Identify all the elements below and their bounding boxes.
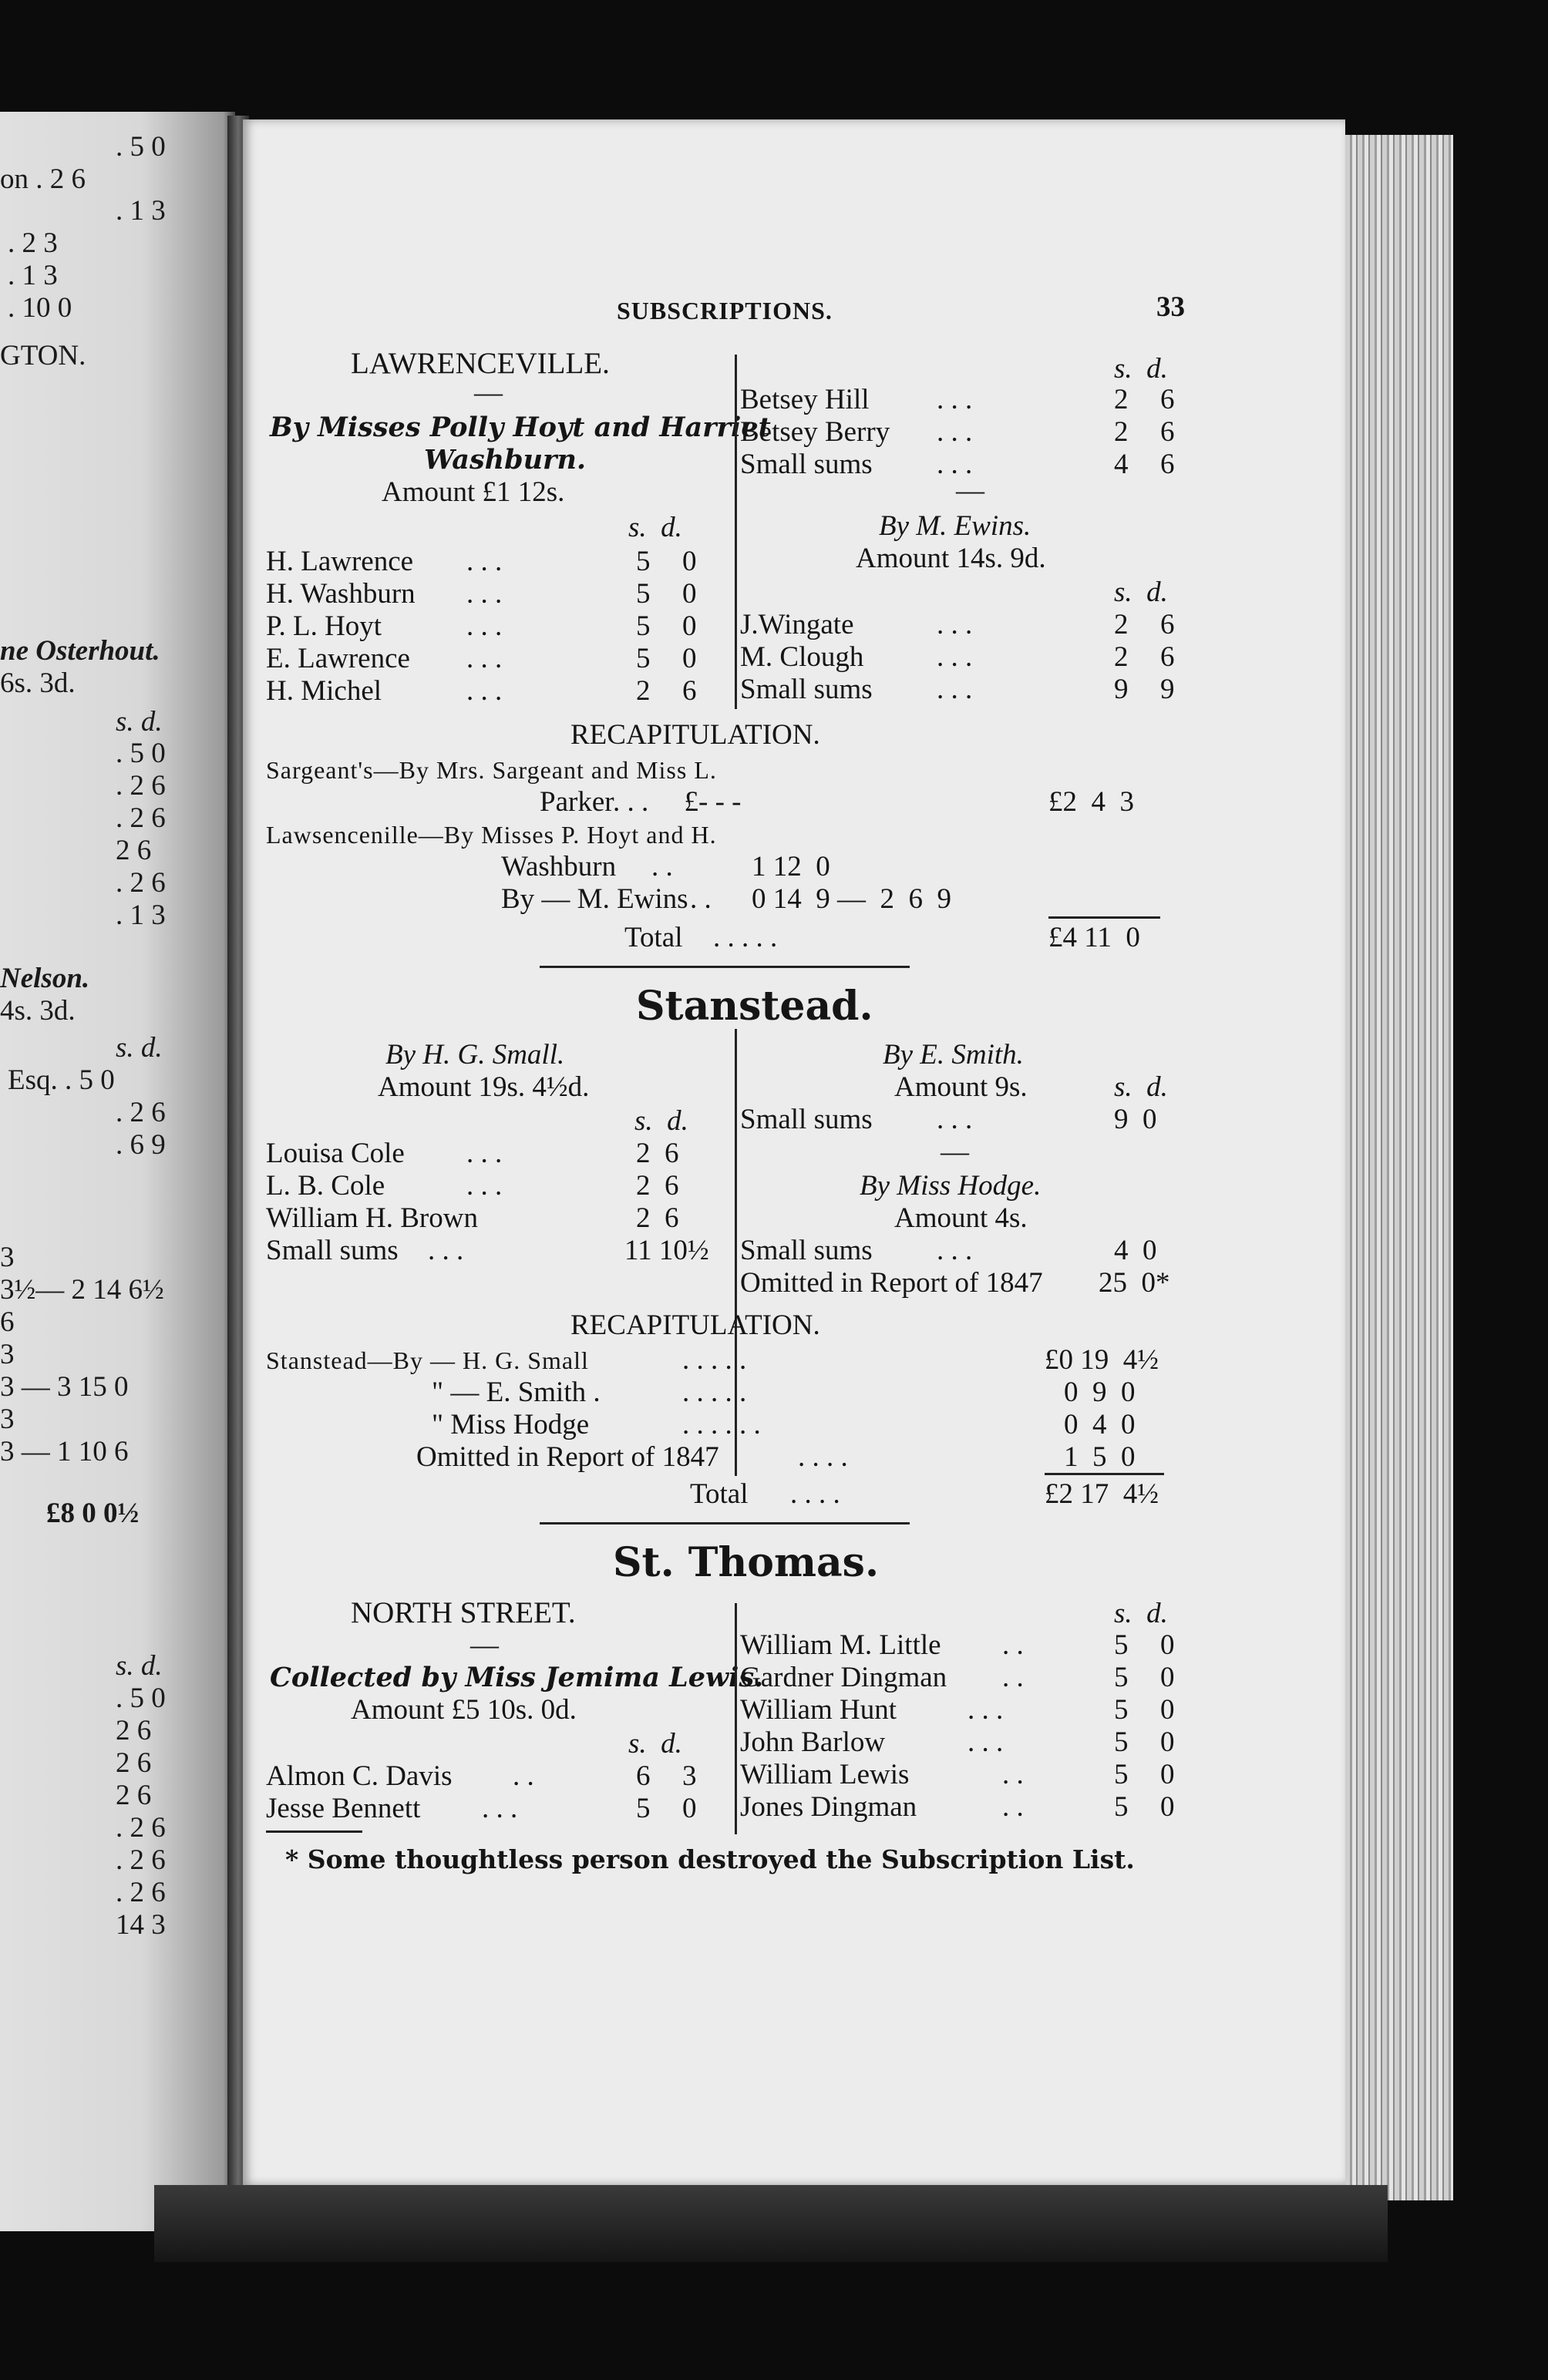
leader-dots: . . . [482, 1793, 518, 1824]
recap-line: Washburn [501, 851, 617, 882]
subscriber-name: Omitted in Report of 1847 [740, 1267, 1043, 1299]
amount-d: 0 [1160, 1694, 1175, 1726]
left-line: 3 [0, 1339, 15, 1370]
amount: 4 0 [1114, 1235, 1157, 1266]
column-divider [735, 355, 737, 709]
leader-dots: . . . . [798, 1441, 848, 1473]
page-edges [1345, 135, 1453, 2200]
collector-line: Collected by Miss Jemima Lewis. [270, 1662, 764, 1693]
amount-s: 5 [636, 643, 651, 674]
leader-dots: . . . [937, 1235, 973, 1266]
left-line: . 5 0 [116, 131, 166, 163]
amount-s: 2 [1114, 609, 1129, 640]
leader-dots: . . . [937, 416, 973, 448]
subscriber-name: J.Wingate [740, 609, 854, 640]
subscriber-name: H. Michel [266, 675, 382, 707]
left-line: 2 6 [116, 1715, 152, 1746]
left-line: . 10 0 [8, 292, 72, 324]
collector-line: By E. Smith. [883, 1039, 1024, 1071]
leader-dots: . . . [937, 674, 973, 705]
amount-s: 2 [1114, 416, 1129, 448]
collector-line: By Miss Hodge. [860, 1170, 1042, 1202]
leader-dots: . . . [937, 609, 973, 640]
leader-dots: . . . [937, 1104, 973, 1135]
leader-dots: . . [651, 851, 673, 882]
left-line: 2 6 [116, 835, 152, 866]
amount-d: 0 [682, 610, 697, 642]
subscriber-name: L. B. Cole [266, 1170, 385, 1202]
left-line: . 2 6 [116, 770, 166, 802]
amount-d: 0 [682, 578, 697, 610]
left-line: . 1 3 [116, 899, 166, 931]
amount: 2 6 [636, 1138, 679, 1169]
leader-dots: . . . [466, 1138, 503, 1169]
recap-title: RECAPITULATION. [570, 1309, 820, 1341]
subscriber-name: William H. Brown [266, 1202, 478, 1234]
leader-dots: . . [1002, 1791, 1024, 1823]
amount-d: 6 [682, 675, 697, 707]
subscriber-name: Small sums [740, 1104, 873, 1135]
subscriber-name: John Barlow [740, 1726, 886, 1758]
amount-line: Amount £5 10s. 0d. [351, 1694, 577, 1726]
left-line: . 2 6 [116, 1844, 166, 1876]
section-title-st-thomas: St. Thomas. [613, 1539, 880, 1586]
section-rule [540, 1522, 910, 1524]
leader-dots: . . . [968, 1694, 1004, 1726]
section-title-stanstead: Stanstead. [636, 983, 873, 1030]
leader-dots: . . . [466, 675, 503, 707]
amount-d: 0 [1160, 1662, 1175, 1693]
column-divider [735, 1603, 737, 1834]
leader-dots: . . . [466, 643, 503, 674]
amount-d: 9 [1160, 674, 1175, 705]
amount-s: 5 [1114, 1629, 1129, 1661]
subtitle-north-street: NORTH STREET. [351, 1596, 576, 1629]
subscriber-name: Betsey Hill [740, 384, 870, 415]
left-line: . 6 9 [116, 1129, 166, 1161]
footnote-rule [266, 1830, 362, 1833]
footnote: * Some thoughtless person destroyed the Subscription List. [285, 1844, 1135, 1874]
leader-dots: . . . [466, 546, 503, 577]
subscriber-name: Jones Dingman [740, 1791, 917, 1823]
amount-d: 6 [1160, 641, 1175, 673]
sum-rule [1045, 1473, 1164, 1475]
left-line: . 2 6 [116, 867, 166, 899]
amount-d: 6 [1160, 609, 1175, 640]
section-rule [540, 966, 910, 968]
column-header-sd: s. d. [1114, 577, 1168, 608]
recap-line: " — E. Smith . [432, 1377, 601, 1408]
leader-dots: . . [513, 1760, 534, 1792]
amount-s: 6 [636, 1760, 651, 1792]
left-line: . 1 3 [8, 260, 58, 291]
sum-rule [1048, 916, 1160, 919]
amount-d: 0 [1160, 1759, 1175, 1790]
left-line: s. d. [116, 1032, 163, 1064]
amount-s: 5 [636, 546, 651, 577]
amount-d: 0 [682, 1793, 697, 1824]
leader-dots: . . . [968, 1726, 1004, 1758]
subscriber-name: Almon C. Davis [266, 1760, 453, 1792]
amount: 2 6 [636, 1202, 679, 1234]
amount-line: Amount 4s. [894, 1202, 1028, 1234]
left-line: on . 2 6 [0, 163, 86, 195]
subscriber-name: Gardner Dingman [740, 1662, 947, 1693]
amount-d: 6 [1160, 384, 1175, 415]
recap-title: RECAPITULATION. [570, 719, 820, 751]
dash: — [474, 377, 503, 408]
left-line: Nelson. [0, 963, 90, 994]
leader-dots: . . [1002, 1629, 1024, 1661]
running-header: SUBSCRIPTIONS. [617, 297, 833, 324]
left-line: 2 6 [116, 1747, 152, 1779]
amount-s: 5 [1114, 1662, 1129, 1693]
amount-s: 5 [1114, 1759, 1129, 1790]
left-page-text [0, 112, 235, 2231]
amount-s: 2 [1114, 641, 1129, 673]
subscriber-name: William Lewis [740, 1759, 910, 1790]
left-line: . 2 6 [116, 1097, 166, 1128]
amount: 25 0* [1099, 1267, 1170, 1299]
left-line: 3 [0, 1403, 15, 1435]
subscriber-name: William M. Little [740, 1629, 941, 1661]
recap-line: Parker [540, 786, 614, 818]
amount-d: 6 [1160, 449, 1175, 480]
left-line: 2 6 [116, 1780, 152, 1811]
leader-dots: . . [690, 883, 712, 915]
subscriber-name: William Hunt [740, 1694, 897, 1726]
recap-amount: 1 5 0 [1064, 1441, 1136, 1473]
collector-line: By H. G. Small. [385, 1039, 565, 1071]
recap-amount: 0 9 0 [1064, 1377, 1136, 1408]
leader-dots: . . . [937, 449, 973, 480]
dash: — [470, 1629, 499, 1661]
leader-dots: . . . . . [713, 922, 778, 953]
leader-dots: . . . . . [682, 1344, 747, 1376]
subscriber-name: H. Lawrence [266, 546, 414, 577]
subscriber-name: H. Washburn [266, 578, 416, 610]
recap-line: Lawsencenille—By Misses P. Hoyt and H. [266, 821, 717, 849]
total-label: Total [690, 1478, 749, 1510]
recap-line: " Miss Hodge [432, 1409, 590, 1440]
subscriber-name: Small sums [266, 1235, 399, 1266]
dash: — [956, 475, 984, 506]
amount-d: 0 [682, 546, 697, 577]
amount-d: 0 [1160, 1629, 1175, 1661]
left-line: . 1 3 [116, 195, 166, 227]
left-line: GTON. [0, 340, 86, 371]
section-title-lawrenceville: LAWRENCEVILLE. [351, 347, 610, 380]
subscriber-name: Small sums [740, 449, 873, 480]
recap-amount: 1 12 0 [752, 851, 830, 882]
right-page [243, 119, 1345, 2185]
leader-dots: . . . [937, 641, 973, 673]
amount-d: 6 [1160, 416, 1175, 448]
left-line: 6 [0, 1306, 15, 1338]
amount-s: 5 [1114, 1726, 1129, 1758]
recap-amount: 0 14 9 — 2 6 9 [752, 883, 951, 915]
leader-dots: . . [1002, 1662, 1024, 1693]
recap-line: Omitted in Report of 1847 [416, 1441, 719, 1473]
amount-s: 5 [636, 610, 651, 642]
left-line: . 5 0 [116, 738, 166, 769]
leader-dots: . . . [428, 1235, 464, 1266]
left-line: 3 [0, 1242, 15, 1273]
left-line: Esq. . 5 0 [8, 1064, 115, 1096]
left-line: ne Osterhout. [0, 635, 160, 667]
total-amount: £2 17 4½ [1045, 1478, 1159, 1510]
leader-dots: . . . [937, 384, 973, 415]
amount-line: Amount £1 12s. [382, 476, 565, 508]
subscriber-name: M. Clough [740, 641, 864, 673]
column-header-sd: s. d. [628, 1728, 682, 1760]
amount-s: 2 [636, 675, 651, 707]
subscriber-name: Betsey Berry [740, 416, 890, 448]
amount: 9 0 [1114, 1104, 1157, 1135]
leader-dots: . . . [466, 1170, 503, 1202]
amount-s: 5 [1114, 1791, 1129, 1823]
amount-d: 3 [682, 1760, 697, 1792]
column-header-sd: s. d. [1114, 1071, 1168, 1103]
subscriber-name: Small sums [740, 1235, 873, 1266]
book-bottom [154, 2185, 1388, 2262]
leader-dots: . . . . . [682, 1377, 747, 1408]
left-line: 3 — 1 10 6 [0, 1436, 129, 1467]
column-header-sd: s. d. [1114, 353, 1168, 385]
amount-line: Amount 19s. 4½d. [378, 1071, 590, 1103]
recap-line: By — M. Ewins [501, 883, 688, 915]
amount-s: 5 [1114, 1694, 1129, 1726]
recap-amount: 0 4 0 [1064, 1409, 1136, 1440]
leader-dots: . . . [466, 578, 503, 610]
column-header-sd: s. d. [634, 1105, 688, 1137]
left-line: . 2 6 [116, 1877, 166, 1908]
amount-line: Amount 9s. [894, 1071, 1028, 1103]
left-line: £8 0 0½ [46, 1498, 140, 1529]
left-line: 6s. 3d. [0, 667, 76, 699]
collector-line: By M. Ewins. [879, 510, 1031, 542]
amount-s: 9 [1114, 674, 1129, 705]
amount-d: 0 [1160, 1726, 1175, 1758]
leader-dots: . . [1002, 1759, 1024, 1790]
collector-line: By Misses Polly Hoyt and Harriet [270, 412, 771, 443]
left-line: s. d. [116, 1650, 163, 1682]
left-line: 3½— 2 14 6½ [0, 1274, 164, 1306]
amount: 2 6 [636, 1170, 679, 1202]
subscriber-name: Jesse Bennett [266, 1793, 421, 1824]
amount-s: 5 [636, 1793, 651, 1824]
page-number: 33 [1156, 291, 1185, 323]
left-line: . 2 3 [8, 227, 58, 259]
left-line: 3 — 3 15 0 [0, 1371, 129, 1403]
leader-dots: . . . £- - - [613, 786, 742, 818]
total-label: Total [624, 922, 683, 953]
leader-dots: . . . . . . [682, 1409, 761, 1440]
left-line: . 2 6 [116, 802, 166, 834]
left-line: s. d. [116, 706, 163, 738]
left-line: 4s. 3d. [0, 995, 76, 1027]
left-line: 14 3 [116, 1909, 166, 1941]
recap-line: Sargeant's—By Mrs. Sargeant and Miss L. [266, 756, 717, 784]
dash: — [941, 1136, 969, 1168]
column-header-sd: s. d. [1114, 1598, 1168, 1629]
amount-line: Amount 14s. 9d. [856, 543, 1046, 574]
left-line: . 2 6 [116, 1812, 166, 1844]
amount: 11 10½ [624, 1235, 709, 1266]
amount-s: 5 [636, 578, 651, 610]
subscriber-name: E. Lawrence [266, 643, 410, 674]
subscriber-name: Small sums [740, 674, 873, 705]
subscriber-name: Louisa Cole [266, 1138, 405, 1169]
column-header-sd: s. d. [628, 512, 682, 543]
subscriber-name: P. L. Hoyt [266, 610, 382, 642]
amount-d: 0 [1160, 1791, 1175, 1823]
leader-dots: . . . . [790, 1478, 840, 1510]
collector-line: Washburn. [424, 444, 587, 476]
recap-amount: £2 4 3 [1048, 786, 1134, 818]
recap-amount: £0 19 4½ [1045, 1344, 1159, 1376]
amount-s: 2 [1114, 384, 1129, 415]
left-line: . 5 0 [116, 1682, 166, 1714]
amount-d: 0 [682, 643, 697, 674]
leader-dots: . . . [466, 610, 503, 642]
recap-line: Stanstead—By — H. G. Small [266, 1346, 589, 1374]
total-amount: £4 11 0 [1048, 922, 1140, 953]
amount-s: 4 [1114, 449, 1129, 480]
